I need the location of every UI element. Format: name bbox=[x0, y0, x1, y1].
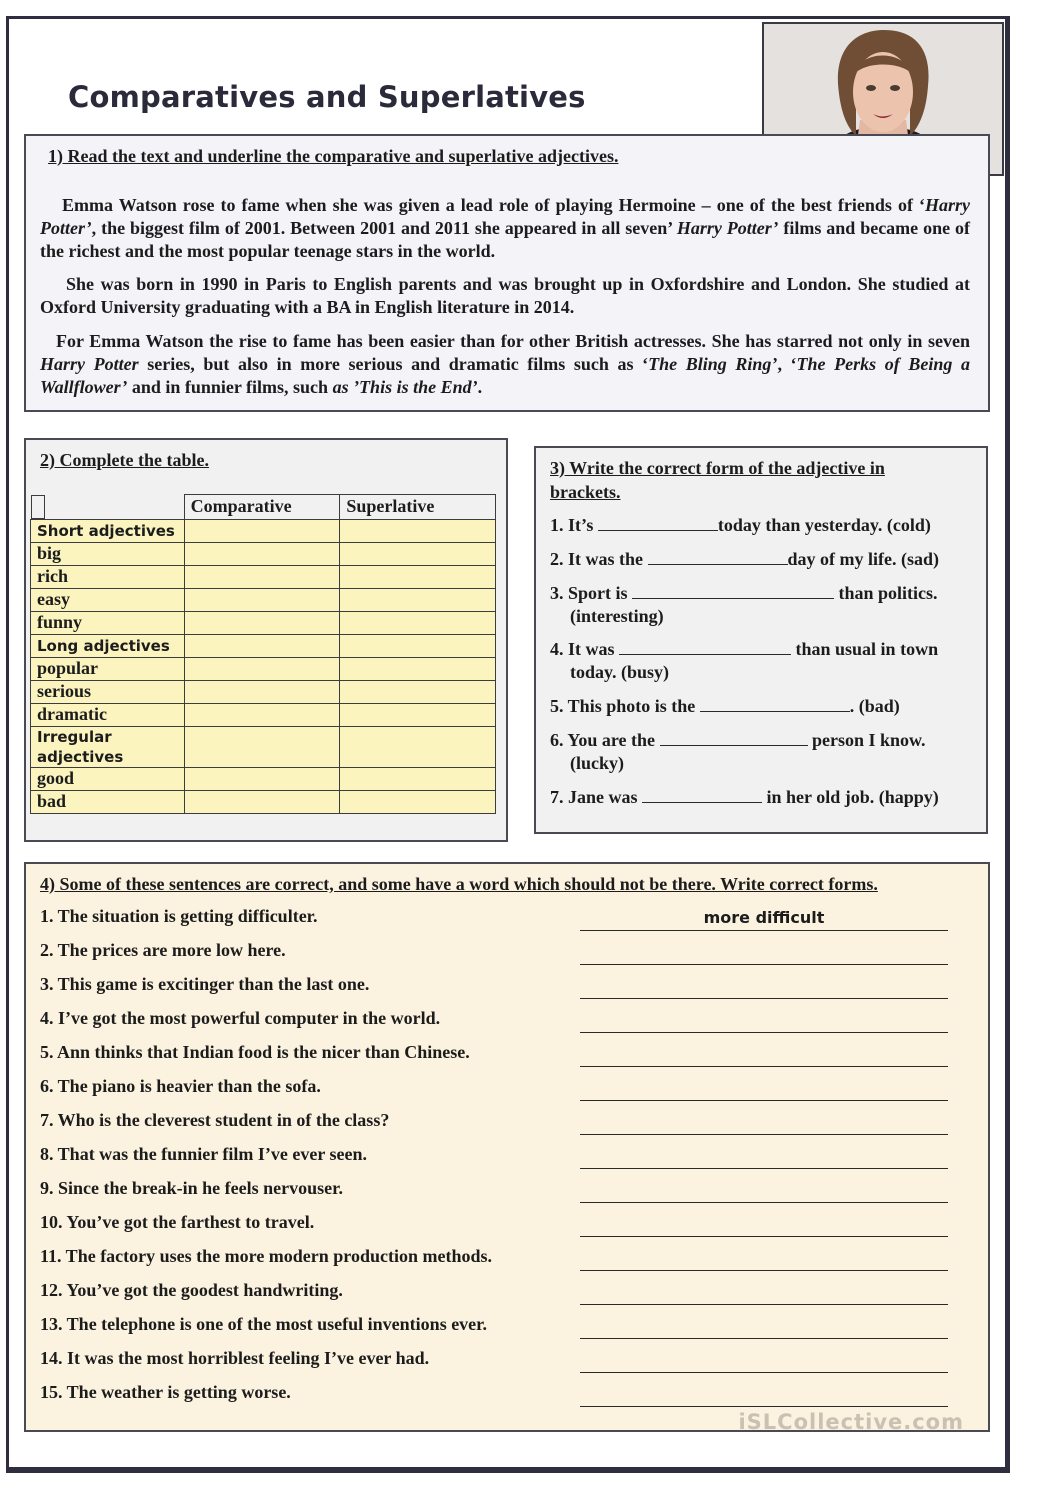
fill-in-item-6: 6. You are the person I know. (lucky) bbox=[550, 730, 926, 773]
answer-line-15[interactable] bbox=[580, 1384, 948, 1407]
row-label: good bbox=[31, 767, 185, 790]
answer-cell[interactable] bbox=[184, 565, 340, 588]
answer-cell[interactable] bbox=[184, 542, 340, 565]
answer-cell[interactable] bbox=[184, 726, 340, 767]
sentence-2: 2. The prices are more low here. bbox=[40, 940, 286, 960]
answer-cell[interactable] bbox=[184, 790, 340, 813]
sentence-1: 1. The situation is getting difficulter. bbox=[40, 906, 318, 926]
sentence-12: 12. You’ve got the goodest handwriting. bbox=[40, 1280, 343, 1300]
answer-line-1[interactable] bbox=[580, 908, 948, 931]
answer-line-9[interactable] bbox=[580, 1180, 948, 1203]
answer-blank[interactable] bbox=[648, 548, 788, 565]
fill-in-item-7: 7. Jane was in her old job. (happy) bbox=[550, 787, 939, 807]
watermark: iSLCollective.com bbox=[738, 1410, 964, 1434]
row-label: bad bbox=[31, 790, 185, 813]
answer-cell[interactable] bbox=[340, 703, 496, 726]
fill-in-instruction: 3) Write the correct form of the adjective in brackets. bbox=[550, 458, 885, 502]
answer-cell[interactable] bbox=[340, 519, 496, 542]
answer-cell[interactable] bbox=[340, 726, 496, 767]
table-instruction: 2) Complete the table. bbox=[40, 450, 209, 470]
answer-cell[interactable] bbox=[184, 767, 340, 790]
adjective-table bbox=[30, 494, 496, 814]
sentence-3: 3. This game is excitinger than the last one. bbox=[40, 974, 370, 994]
answer-line-10[interactable] bbox=[580, 1214, 948, 1237]
sentence-5: 5. Ann thinks that Indian food is the nicer than Chinese. bbox=[40, 1042, 470, 1062]
fill-in-item-5: 5. This photo is the . (bad) bbox=[550, 696, 900, 716]
sentence-7: 7. Who is the cleverest student in of the class? bbox=[40, 1110, 390, 1130]
answer-cell[interactable] bbox=[340, 565, 496, 588]
correction-section bbox=[24, 862, 990, 1432]
sentence-15: 15. The weather is getting worse. bbox=[40, 1382, 291, 1402]
answer-cell[interactable] bbox=[340, 680, 496, 703]
answer-line-7[interactable] bbox=[580, 1112, 948, 1135]
answer-cell[interactable] bbox=[184, 680, 340, 703]
fill-in-item-2: 2. It was the day of my life. (sad) bbox=[550, 549, 939, 569]
sentence-9: 9. Since the break-in he feels nervouser. bbox=[40, 1178, 343, 1198]
answer-cell[interactable] bbox=[184, 519, 340, 542]
row-label: popular bbox=[31, 657, 185, 680]
header-superlative: Superlative bbox=[340, 495, 496, 520]
header-comparative: Comparative bbox=[184, 495, 340, 520]
row-label: dramatic bbox=[31, 703, 185, 726]
sentence-8: 8. That was the funnier film I’ve ever seen. bbox=[40, 1144, 367, 1164]
answer-cell[interactable] bbox=[184, 657, 340, 680]
answer-cell[interactable] bbox=[184, 703, 340, 726]
answer-blank[interactable] bbox=[598, 514, 718, 531]
answer-cell[interactable] bbox=[184, 634, 340, 657]
reading-paragraph-3: For Emma Watson the rise to fame has been easier than for other British actresses. She has starred not only in seven Harry Potter series, but also in more serious and dramatic films such as ‘The Bling Ring’, ‘The Perks of Being a Wallflower’ and in funnier films, such as ’This is the End’. bbox=[40, 331, 970, 397]
answer-cell[interactable] bbox=[340, 611, 496, 634]
row-label: Irregular adjectives bbox=[31, 726, 185, 767]
fill-in-item-4: 4. It was than usual in town today. (busy) bbox=[550, 639, 939, 682]
row-label: easy bbox=[31, 588, 185, 611]
answer-cell[interactable] bbox=[340, 767, 496, 790]
answer-cell[interactable] bbox=[340, 634, 496, 657]
answer-line-12[interactable] bbox=[580, 1282, 948, 1305]
fill-in-section bbox=[534, 446, 988, 834]
answer-blank[interactable] bbox=[642, 786, 762, 803]
answer-line-2[interactable] bbox=[580, 942, 948, 965]
row-label: serious bbox=[31, 680, 185, 703]
reading-instruction: 1) Read the text and underline the comparative and superlative adjectives. bbox=[48, 146, 619, 166]
answer-blank[interactable] bbox=[660, 729, 808, 746]
row-label: Long adjectives bbox=[31, 634, 185, 657]
answer-line-6[interactable] bbox=[580, 1078, 948, 1101]
answer-cell[interactable] bbox=[340, 657, 496, 680]
table-corner-cell bbox=[31, 495, 45, 519]
row-label: Short adjectives bbox=[31, 519, 185, 542]
answer-line-11[interactable] bbox=[580, 1248, 948, 1271]
table-section bbox=[24, 438, 508, 842]
answer-blank[interactable] bbox=[632, 582, 834, 599]
answer-cell[interactable] bbox=[184, 588, 340, 611]
answer-line-8[interactable] bbox=[580, 1146, 948, 1169]
reading-paragraph-2: She was born in 1990 in Paris to English parents and was brought up in Oxfordshire and London. She studied at Oxford University graduating with a BA in English literature in 2014. bbox=[40, 274, 970, 317]
answer-line-13[interactable] bbox=[580, 1316, 948, 1339]
answer-cell[interactable] bbox=[340, 790, 496, 813]
answer-cell[interactable] bbox=[184, 611, 340, 634]
reading-section bbox=[24, 134, 990, 412]
sentence-14: 14. It was the most horriblest feeling I’ve ever had. bbox=[40, 1348, 430, 1368]
answer-cell[interactable] bbox=[340, 542, 496, 565]
answer-blank[interactable] bbox=[619, 638, 791, 655]
row-label: funny bbox=[31, 611, 185, 634]
answer-line-14[interactable] bbox=[580, 1350, 948, 1373]
reading-paragraph-1: Emma Watson rose to fame when she was given a lead role of playing Hermoine – one of the best friends of ‘Harry Potter’, the biggest film of 2001. Between 2001 and 2011 she appeared in all seven’ Harry Potter’ films and became one of the richest and the most popular teenage stars in the world. bbox=[40, 195, 970, 261]
sentence-4: 4. I’ve got the most powerful computer in the world. bbox=[40, 1008, 441, 1028]
answer-line-4[interactable] bbox=[580, 1010, 948, 1033]
answer-line-3[interactable] bbox=[580, 976, 948, 999]
example-answer: more difficult bbox=[703, 908, 825, 927]
row-label: rich bbox=[31, 565, 185, 588]
page-title: Comparatives and Superlatives bbox=[68, 80, 586, 114]
row-label: big bbox=[31, 542, 185, 565]
answer-line-5[interactable] bbox=[580, 1044, 948, 1067]
fill-in-item-1: 1. It’s today than yesterday. (cold) bbox=[550, 515, 931, 535]
sentence-6: 6. The piano is heavier than the sofa. bbox=[40, 1076, 321, 1096]
answer-blank[interactable] bbox=[700, 695, 850, 712]
correction-instruction: 4) Some of these sentences are correct, and some have a word which should not be there. Write correct forms. bbox=[40, 874, 878, 894]
sentence-10: 10. You’ve got the farthest to travel. bbox=[40, 1212, 315, 1232]
fill-in-item-3: 3. Sport is than politics. (interesting) bbox=[550, 583, 938, 626]
sentence-13: 13. The telephone is one of the most useful inventions ever. bbox=[40, 1314, 488, 1334]
sentence-11: 11. The factory uses the more modern production methods. bbox=[40, 1246, 492, 1266]
answer-cell[interactable] bbox=[340, 588, 496, 611]
